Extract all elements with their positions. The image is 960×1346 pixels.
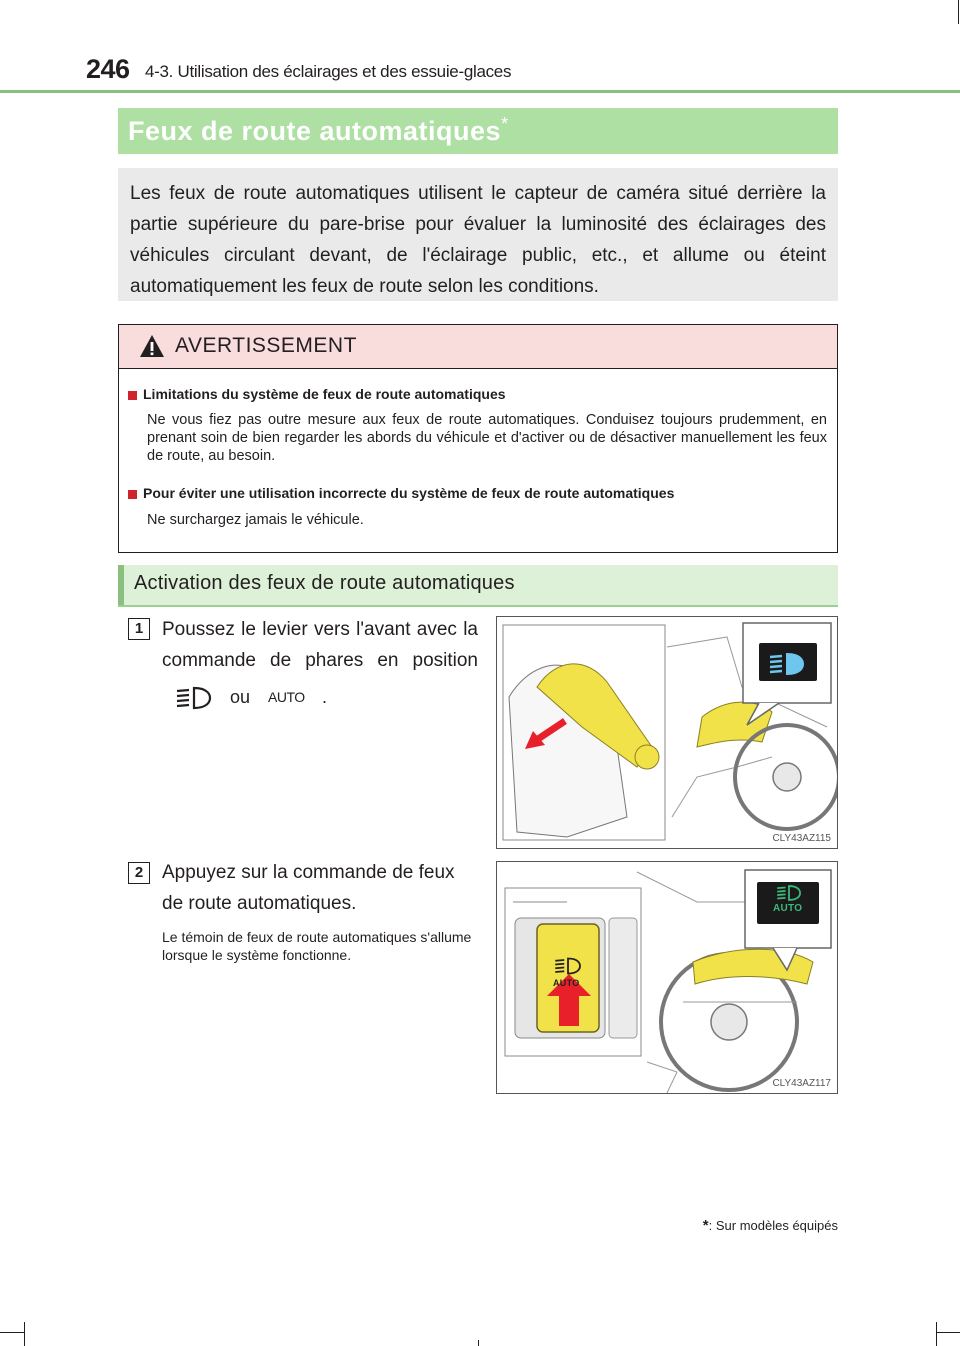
warning-item-label: Limitations du système de feux de route automatiques [143, 386, 506, 402]
header-rule [0, 90, 960, 93]
section-title: Feux de route automatiques* [128, 114, 509, 146]
warning-item-label: Pour éviter une utilisation incorrecte du système de feux de route automatiques [143, 485, 675, 501]
chapter-heading: 4-3. Utilisation des éclairages et des essuie-glaces [145, 62, 512, 81]
lever-illustration [496, 616, 838, 849]
asterisk-icon: * [702, 1217, 709, 1234]
crop-mark [936, 1332, 960, 1333]
warning-triangle-icon [139, 334, 165, 358]
step-text: Poussez le levier vers l'avant avec la commande de phares en position [162, 619, 478, 671]
switch-illustration [496, 861, 838, 1094]
section-title-bar [118, 108, 838, 154]
warning-title: AVERTISSEMENT [175, 334, 357, 357]
warning-item-text: Ne vous fiez pas outre mesure aux feux de route automatiques. Conduisez toujours prudemment, en prenant soin de bien regarder les abords du véhicule et d'activer ou de désactiver manuellement les feux de route, au besoin. [147, 412, 827, 464]
high-beam-icon [174, 685, 214, 711]
warning-item-text: Ne surchargez jamais le véhicule. [147, 512, 364, 528]
warning-box [118, 324, 838, 553]
step-number: 2 [128, 862, 150, 884]
asterisk-icon: * [501, 114, 509, 134]
subsection-title-bar [118, 565, 838, 607]
bullet-square-icon [128, 391, 137, 400]
crop-mark [478, 1340, 479, 1346]
figure-code: CLY43AZ115 [772, 833, 831, 844]
auto-position-label: AUTO [268, 689, 305, 705]
headlight-position-line [174, 683, 374, 713]
period-text: . [322, 687, 328, 707]
footnote-text: : Sur modèles équipés [708, 1218, 838, 1233]
step-note: Le témoin de feux de route automatiques s'allume lorsque le système fonctionne. [162, 929, 472, 963]
auto-high-beam-button-icon [553, 956, 583, 976]
crop-mark [24, 1322, 25, 1346]
bullet-square-icon [128, 490, 137, 499]
step-text: Appuyez sur la commande de feux de route automatiques. [162, 862, 455, 914]
intro-box [118, 168, 838, 301]
auto-high-beam-indicator-icon [775, 884, 803, 902]
high-beam-indicator-icon [767, 651, 807, 677]
or-text: ou [230, 687, 251, 707]
warning-header [119, 325, 837, 369]
figure-code: CLY43AZ117 [772, 1078, 831, 1089]
crop-mark [0, 1332, 24, 1333]
subsection-accent [118, 565, 124, 605]
subsection-title: Activation des feux de route automatiques [134, 572, 515, 594]
crop-mark [958, 0, 959, 24]
page-number: 246 [86, 54, 130, 84]
auto-button-label: AUTO [553, 978, 580, 988]
step-number: 1 [128, 618, 150, 640]
intro-text: Les feux de route automatiques utilisent le capteur de caméra situé derrière la partie supérieure du pare-brise pour évaluer la luminosité des éclairages des véhicules circulant devant, de l'éclairage public, etc., et allume ou éteint automatiquement les feux de route selon les conditions. [130, 183, 826, 297]
crop-mark [936, 1322, 937, 1346]
footnote [703, 1217, 838, 1234]
auto-indicator-label: AUTO [773, 903, 803, 914]
